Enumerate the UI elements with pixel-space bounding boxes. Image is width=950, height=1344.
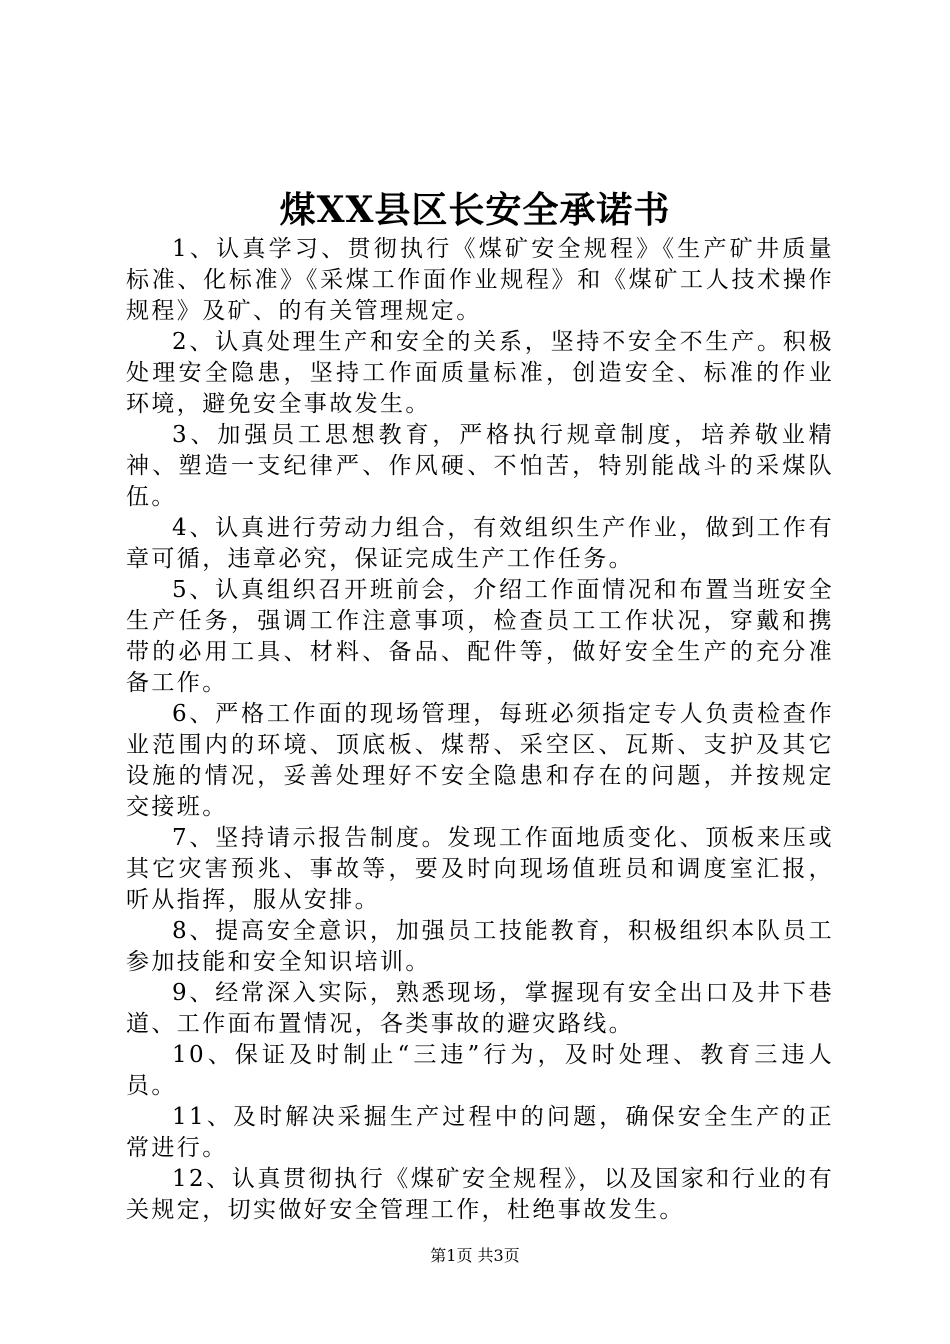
paragraph-9: 9、经常深入实际，熟悉现场，掌握现有安全出口及井下巷道、工作面布置情况，各类事故的避灾路线。 [126,980,834,1037]
paragraph-12: 12、认真贯彻执行《煤矿安全规程》，以及国家和行业的有关规定，切实做好安全管理工作，杜绝事故发生。 [126,1166,834,1223]
document-title: 煤XX县区长安全承诺书 [279,189,671,231]
paragraph-8: 8、提高安全意识，加强员工技能教育，积极组织本队员工参加技能和安全知识培训。 [126,918,834,975]
paragraph-11: 11、及时解决采掘生产过程中的问题，确保安全生产的正常进行。 [126,1104,834,1161]
paragraph-3: 3、加强员工思想教育，严格执行规章制度，培养敬业精神、塑造一支纪律严、作风硬、不怕苦，特别能战斗的采煤队伍。 [126,422,834,510]
paragraph-6: 6、严格工作面的现场管理，每班必须指定专人负责检查作业范围内的环境、顶底板、煤帮、采空区、瓦斯、支护及其它设施的情况，妥善处理好不安全隐患和存在的问题，并按规定交接班。 [126,701,834,820]
paragraph-2: 2、认真处理生产和安全的关系，坚持不安全不生产。积极处理安全隐患，坚持工作面质量标准，创造安全、标准的作业环境，避免安全事故发生。 [126,329,834,417]
paragraph-4: 4、认真进行劳动力组合，有效组织生产作业，做到工作有章可循，违章必究，保证完成生产工作任务。 [126,515,834,572]
page-number-footer: 第1页 共3页 [430,1246,520,1265]
paragraph-5: 5、认真组织召开班前会，介绍工作面情况和布置当班安全生产任务，强调工作注意事项，检查员工工作状况，穿戴和携带的必用工具、材料、备品、配件等，做好安全生产的充分准备工作。 [126,577,834,696]
paragraph-10: 10、保证及时制止“三违”行为，及时处理、教育三违人员。 [126,1042,834,1099]
document-body [126,234,834,1226]
paragraph-7: 7、坚持请示报告制度。发现工作面地质变化、顶板来压或其它灾害预兆、事故等，要及时向现场值班员和调度室汇报，听从指挥，服从安排。 [126,825,834,913]
paragraph-1: 1、认真学习、贯彻执行《煤矿安全规程》《生产矿井质量标准、化标准》《采煤工作面作业规程》和《煤矿工人技术操作规程》及矿、的有关管理规定。 [126,236,834,324]
